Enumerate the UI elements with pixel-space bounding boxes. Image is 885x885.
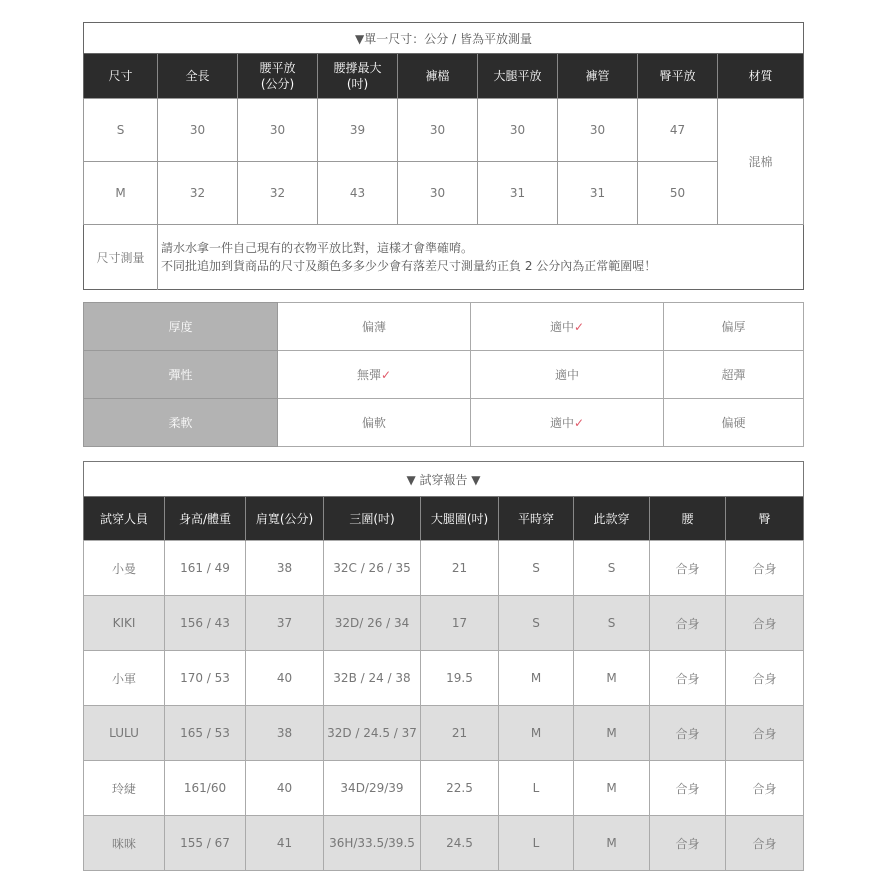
measure-note-row <box>84 225 804 290</box>
feel-row-thickness <box>84 303 804 351</box>
hem-cell: 31 <box>558 162 638 225</box>
try-on-this-cell: M <box>574 651 650 706</box>
feel-option <box>471 303 664 351</box>
try-on-thigh-cell: 21 <box>421 541 499 596</box>
thigh-cell: 31 <box>478 162 558 225</box>
feel-option-label: 偏厚 <box>721 320 746 334</box>
size-row-s <box>84 99 804 162</box>
try-on-row <box>84 816 804 871</box>
try-on-usual-cell: S <box>499 596 574 651</box>
try-on-bwh-cell: 32C / 26 / 35 <box>324 541 421 596</box>
try-on-waist-cell: 合身 <box>650 706 726 761</box>
feel-option-label: 偏薄 <box>361 320 386 334</box>
feel-option <box>471 351 664 399</box>
measure-note-text <box>158 225 804 290</box>
hip-cell: 47 <box>638 99 718 162</box>
try-on-name-cell: 小軍 <box>84 651 165 706</box>
try-on-shoulder-cell: 41 <box>246 816 324 871</box>
try-on-hw-cell: 161/60 <box>165 761 246 816</box>
material-cell: 混棉 <box>718 99 804 225</box>
waist-header: 腰 <box>650 497 726 541</box>
try-on-shoulder-cell: 40 <box>246 761 324 816</box>
try-on-name-cell: 小曼 <box>84 541 165 596</box>
try-on-report-table <box>83 461 804 871</box>
try-on-name-cell: KIKI <box>84 596 165 651</box>
try-on-bwh-cell: 32B / 24 / 38 <box>324 651 421 706</box>
feel-option-label: 偏硬 <box>721 416 746 430</box>
try-on-thigh-cell: 21 <box>421 706 499 761</box>
try-on-row <box>84 596 804 651</box>
try-on-this-cell: M <box>574 706 650 761</box>
size-cell: S <box>84 99 158 162</box>
try-on-usual-cell: L <box>499 761 574 816</box>
waist-max-cell: 43 <box>318 162 398 225</box>
try-on-caption: ▼ 試穿報告 ▼ <box>84 462 804 497</box>
try-on-this-cell: S <box>574 596 650 651</box>
feel-option <box>278 351 471 399</box>
try-on-usual-cell: S <box>499 541 574 596</box>
try-on-hip-cell: 合身 <box>726 706 804 761</box>
length-header: 全長 <box>158 54 238 99</box>
thigh-cell: 30 <box>478 99 558 162</box>
crotch-cell: 30 <box>398 99 478 162</box>
try-on-thigh-cell: 22.5 <box>421 761 499 816</box>
try-on-bwh-cell: 32D / 24.5 / 37 <box>324 706 421 761</box>
try-on-hip-cell: 合身 <box>726 761 804 816</box>
waist-flat-cell: 32 <box>238 162 318 225</box>
try-on-hw-cell: 156 / 43 <box>165 596 246 651</box>
waist-flat-header: 腰平放 (公分) <box>238 54 318 99</box>
hip-header: 臀 <box>726 497 804 541</box>
waist-max-header: 腰撐最大 (吋) <box>318 54 398 99</box>
feel-row-softness <box>84 399 804 447</box>
try-on-name-cell: 咪咪 <box>84 816 165 871</box>
try-on-waist-cell: 合身 <box>650 761 726 816</box>
try-on-row <box>84 651 804 706</box>
feel-option <box>278 399 471 447</box>
check-mark-icon: ✓ <box>380 368 392 382</box>
length-cell: 30 <box>158 99 238 162</box>
length-cell: 32 <box>158 162 238 225</box>
crotch-header: 褲檔 <box>398 54 478 99</box>
feel-option <box>664 399 804 447</box>
feel-option <box>278 303 471 351</box>
feel-option-label: 適中 <box>549 320 574 334</box>
try-on-hw-cell: 161 / 49 <box>165 541 246 596</box>
size-cell: M <box>84 162 158 225</box>
feel-option-label: 超彈 <box>721 368 746 382</box>
try-on-shoulder-cell: 37 <box>246 596 324 651</box>
try-on-name-cell: LULU <box>84 706 165 761</box>
shoulder-header: 肩寬(公分) <box>246 497 324 541</box>
fabric-feel-table <box>83 302 804 447</box>
height-weight-header: 身高/體重 <box>165 497 246 541</box>
feel-option-label: 偏軟 <box>361 416 386 430</box>
try-on-thigh-cell: 17 <box>421 596 499 651</box>
try-on-hw-cell: 170 / 53 <box>165 651 246 706</box>
try-on-this-cell: M <box>574 761 650 816</box>
try-on-row <box>84 761 804 816</box>
try-on-bwh-cell: 34D/29/39 <box>324 761 421 816</box>
try-on-hw-cell: 165 / 53 <box>165 706 246 761</box>
try-on-name-cell: 玲緁 <box>84 761 165 816</box>
try-on-hip-cell: 合身 <box>726 816 804 871</box>
size-row-m <box>84 162 804 225</box>
hem-cell: 30 <box>558 99 638 162</box>
feel-option <box>664 303 804 351</box>
try-on-row <box>84 706 804 761</box>
measure-note-line-1: 請水水拿一件自己現有的衣物平放比對，這樣才會準確唷。 <box>161 241 474 255</box>
try-on-usual-cell: M <box>499 706 574 761</box>
try-on-usual-cell: M <box>499 651 574 706</box>
feel-option-label: 無彈 <box>356 368 381 382</box>
this-size-header: 此款穿 <box>574 497 650 541</box>
thigh-header: 大腿平放 <box>478 54 558 99</box>
feel-option <box>664 351 804 399</box>
try-on-thigh-cell: 19.5 <box>421 651 499 706</box>
try-on-waist-cell: 合身 <box>650 651 726 706</box>
feel-row-elasticity <box>84 351 804 399</box>
try-on-row <box>84 541 804 596</box>
size-table <box>83 22 804 290</box>
try-on-bwh-cell: 32D/ 26 / 34 <box>324 596 421 651</box>
try-on-waist-cell: 合身 <box>650 541 726 596</box>
try-on-shoulder-cell: 40 <box>246 651 324 706</box>
try-on-hip-cell: 合身 <box>726 596 804 651</box>
size-table-caption: ▼單一尺寸：公分 / 皆為平放測量 <box>84 23 804 54</box>
hip-cell: 50 <box>638 162 718 225</box>
check-mark-icon: ✓ <box>573 416 585 430</box>
feel-option <box>471 399 664 447</box>
three-sizes-header: 三圍(吋) <box>324 497 421 541</box>
tester-header: 試穿人員 <box>84 497 165 541</box>
try-on-bwh-cell: 36H/33.5/39.5 <box>324 816 421 871</box>
waist-max-cell: 39 <box>318 99 398 162</box>
waist-flat-cell: 30 <box>238 99 318 162</box>
hip-header: 臀平放 <box>638 54 718 99</box>
feel-option-label: 適中 <box>549 416 574 430</box>
feel-label: 彈性 <box>84 351 278 399</box>
try-on-shoulder-cell: 38 <box>246 541 324 596</box>
feel-label: 柔軟 <box>84 399 278 447</box>
hem-header: 褲管 <box>558 54 638 99</box>
try-on-hip-cell: 合身 <box>726 541 804 596</box>
try-on-this-cell: S <box>574 541 650 596</box>
feel-option-label: 適中 <box>554 368 579 382</box>
check-mark-icon: ✓ <box>573 320 585 334</box>
feel-label: 厚度 <box>84 303 278 351</box>
material-header: 材質 <box>718 54 804 99</box>
try-on-this-cell: M <box>574 816 650 871</box>
try-on-thigh-cell: 24.5 <box>421 816 499 871</box>
thigh-header: 大腿圍(吋) <box>421 497 499 541</box>
measure-note-line-2: 不同批追加到貨商品的尺寸及顏色多多少少會有落差尺寸測量約正負 2 公分內為正常範圍喔！ <box>161 259 657 273</box>
usual-size-header: 平時穿 <box>499 497 574 541</box>
try-on-waist-cell: 合身 <box>650 596 726 651</box>
try-on-hip-cell: 合身 <box>726 651 804 706</box>
try-on-waist-cell: 合身 <box>650 816 726 871</box>
try-on-usual-cell: L <box>499 816 574 871</box>
size-header: 尺寸 <box>84 54 158 99</box>
measure-note-label: 尺寸測量 <box>84 225 158 290</box>
try-on-hw-cell: 155 / 67 <box>165 816 246 871</box>
try-on-shoulder-cell: 38 <box>246 706 324 761</box>
crotch-cell: 30 <box>398 162 478 225</box>
